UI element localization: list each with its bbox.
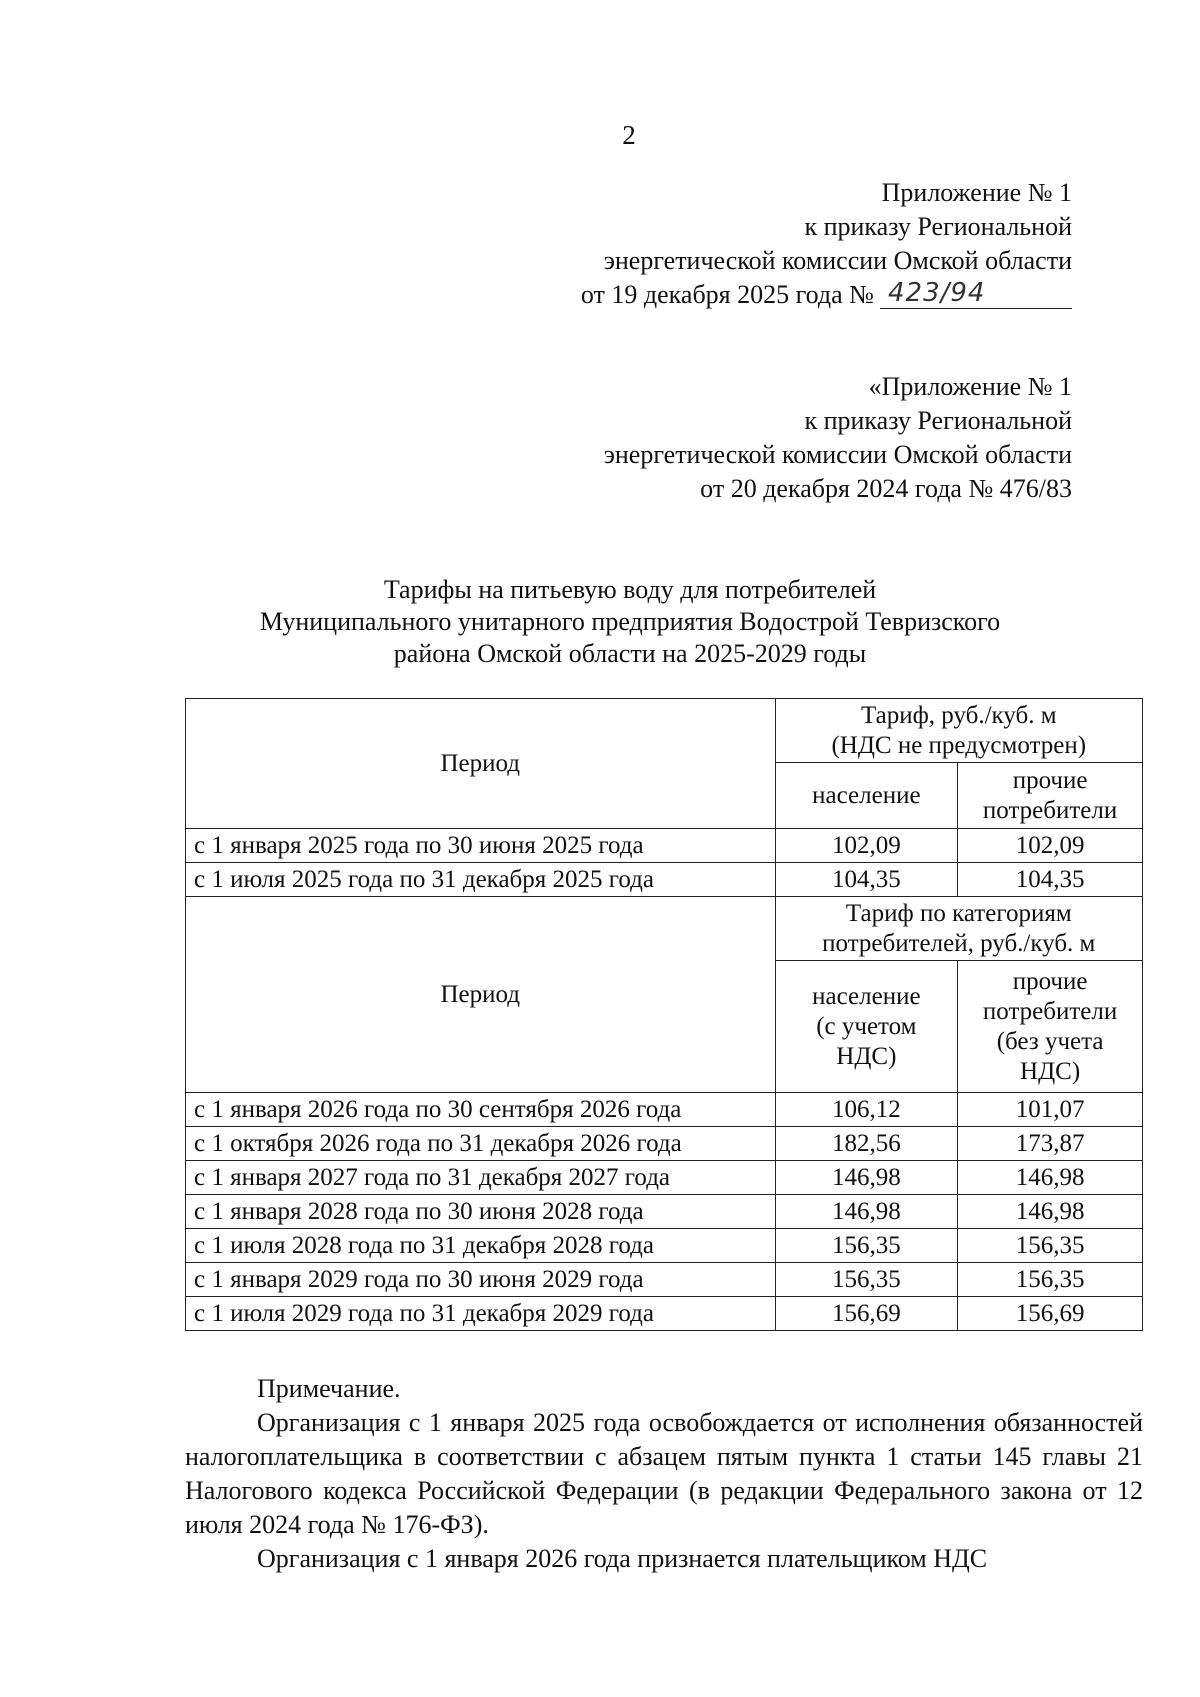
appendix-current-line1: Приложение № 1 [881, 178, 1072, 207]
table-row [186, 1195, 1143, 1229]
other-value: 156,35 [958, 1229, 1143, 1263]
appendix-previous-line2: к приказу Региональной [804, 406, 1072, 435]
appendix-current-line3: энергетической комиссии Омской области [603, 246, 1072, 275]
tariff-header [775, 699, 1142, 763]
tariff-header-line1: Тариф, руб./куб. м [860, 701, 1057, 729]
other-value: 146,98 [958, 1161, 1143, 1195]
col-other-novat-header [958, 961, 1143, 1093]
population-value: 156,69 [775, 1297, 958, 1331]
tariff-table [185, 698, 1143, 1331]
title-line2: Муниципального унитарного предприятия Водострой Тевризского [259, 607, 1001, 636]
table-row [186, 1297, 1143, 1331]
section2-header-row [186, 897, 1143, 961]
population-value: 106,12 [775, 1093, 958, 1127]
other-value: 101,07 [958, 1093, 1143, 1127]
appendix-current-line4 [581, 278, 1072, 312]
period-cell: с 1 января 2027 года по 31 декабря 2027 года [186, 1161, 776, 1195]
table-row [186, 1161, 1143, 1195]
table-row [186, 863, 1143, 897]
population-value: 102,09 [775, 829, 958, 863]
period-header: Период [186, 699, 776, 829]
table-row [186, 1263, 1143, 1297]
col-other-novat-line4: НДС) [1020, 1057, 1081, 1085]
col-other-novat-line3: (без учета [996, 1027, 1104, 1055]
note-paragraph-1: Организация с 1 января 2025 года освобождается от исполнения обязанностей налогоплательщика в соответствии с абзацем пятым пункта 1 статьи 145 главы 21 Налогового кодекса Российской Федерации (в редакции Федерального закона от 12 июля 2024 года № 176-ФЗ). [185, 1408, 1143, 1539]
col-population-header: население [775, 763, 958, 829]
period-cell: с 1 октября 2026 года по 31 декабря 2026 года [186, 1127, 776, 1161]
table-row [186, 829, 1143, 863]
appendix-current [581, 176, 1072, 312]
title-line1: Тарифы на питьевую воду для потребителей [383, 575, 877, 604]
population-value: 156,35 [775, 1229, 958, 1263]
other-value: 104,35 [958, 863, 1143, 897]
col-population-vat-line2: (с учетом [816, 1012, 917, 1040]
period-cell: с 1 января 2026 года по 30 сентября 2026 года [186, 1093, 776, 1127]
appendix-previous-line1: «Приложение № 1 [868, 372, 1072, 401]
tariff-category-header [775, 897, 1142, 961]
period-cell: с 1 июля 2028 года по 31 декабря 2028 года [186, 1229, 776, 1263]
note-heading: Примечание. [257, 1374, 401, 1403]
note-section [185, 1372, 1143, 1576]
population-value: 146,98 [775, 1195, 958, 1229]
tariff-category-line1: Тариф по категориям [845, 899, 1072, 927]
section1-header-row [186, 699, 1143, 763]
col-population-vat-line1: население [812, 982, 921, 1010]
note-paragraph-2: Организация с 1 января 2026 года признается плательщиком НДС [257, 1544, 988, 1573]
other-value: 102,09 [958, 829, 1143, 863]
appendix-current-date: от 19 декабря 2025 года № [580, 280, 874, 309]
appendix-previous [604, 370, 1072, 506]
col-other-line2: потребители [982, 796, 1118, 824]
tariff-category-line2: потребителей, руб./куб. м [822, 929, 1096, 957]
table-row [186, 1229, 1143, 1263]
appendix-previous-line4: от 20 декабря 2024 года № 476/83 [700, 474, 1072, 503]
period-header-2: Период [186, 897, 776, 1093]
table-row [186, 1093, 1143, 1127]
title-line3: района Омской области на 2025-2029 годы [393, 639, 867, 668]
col-other-novat-line2: потребители [982, 997, 1118, 1025]
handwritten-order-number: 423/94 [888, 278, 986, 308]
population-value: 182,56 [775, 1127, 958, 1161]
period-cell: с 1 января 2029 года по 30 июня 2029 года [186, 1263, 776, 1297]
col-other-line1: прочие [1012, 766, 1088, 794]
population-value: 156,35 [775, 1263, 958, 1297]
col-other-novat-line1: прочие [1012, 967, 1088, 995]
population-value: 104,35 [775, 863, 958, 897]
period-cell: с 1 января 2025 года по 30 июня 2025 года [186, 829, 776, 863]
other-value: 173,87 [958, 1127, 1143, 1161]
order-number-field [880, 280, 1072, 309]
document-title [150, 574, 1110, 670]
page-number: 2 [622, 120, 636, 150]
period-cell: с 1 июля 2029 года по 31 декабря 2029 года [186, 1297, 776, 1331]
table-row [186, 1127, 1143, 1161]
other-value: 156,35 [958, 1263, 1143, 1297]
col-population-vat-header [775, 961, 958, 1093]
col-population-vat-line3: НДС) [836, 1042, 897, 1070]
period-cell: с 1 января 2028 года по 30 июня 2028 года [186, 1195, 776, 1229]
period-cell: с 1 июля 2025 года по 31 декабря 2025 года [186, 863, 776, 897]
other-value: 146,98 [958, 1195, 1143, 1229]
col-other-header [958, 763, 1143, 829]
tariff-header-line2: (НДС не предусмотрен) [831, 731, 1087, 759]
population-value: 146,98 [775, 1161, 958, 1195]
appendix-current-line2: к приказу Региональной [804, 212, 1072, 241]
other-value: 156,69 [958, 1297, 1143, 1331]
appendix-previous-line3: энергетической комиссии Омской области [603, 440, 1072, 469]
